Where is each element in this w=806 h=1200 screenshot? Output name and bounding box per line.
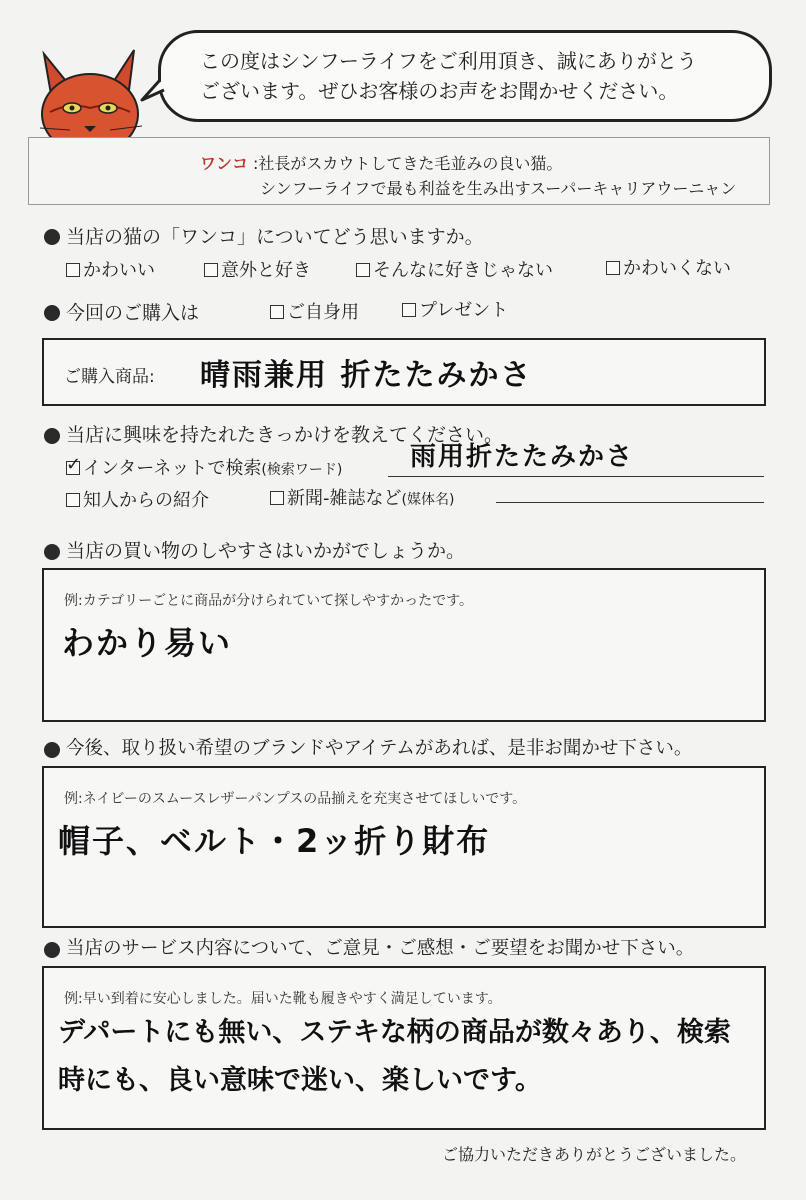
product-answer-handwritten[interactable]: 晴雨兼用 折たたみかさ xyxy=(200,358,533,393)
q5-question: 今後、取り扱い希望のブランドやアイテムがあれば、是非お聞かせ下さい。 xyxy=(66,738,693,759)
checkbox[interactable] xyxy=(66,454,82,475)
q1-option-4[interactable]: かわいくない xyxy=(606,254,731,280)
q4-example: 例:カテゴリーごとに商品が分けられていて探しやすかったです。 xyxy=(64,593,474,609)
search-word-answer-handwritten[interactable]: 雨用折たたみかさ xyxy=(410,442,635,472)
greeting-line-1: この度はシンフーライフをご利用頂き、誠にありがとう xyxy=(200,49,697,73)
q6-example: 例:早い到着に安心しました。届いた靴も履きやすく満足しています。 xyxy=(64,991,502,1007)
product-label: ご購入商品: xyxy=(64,367,155,387)
q5-answer-handwritten[interactable]: 帽子、ベルト・2ッ折り財布 xyxy=(58,822,491,860)
mascot-name: ワンコ xyxy=(200,154,249,173)
q6-answer-line-1-handwritten[interactable]: デパートにも無い、ステキな柄の商品が数々あり、検索 xyxy=(58,1017,731,1048)
checkbox[interactable] xyxy=(270,491,284,505)
q2-option-gift[interactable]: プレゼント xyxy=(402,296,508,322)
checkbox[interactable] xyxy=(270,305,284,319)
q3-option-internet[interactable]: ✓ インターネットで検索(検索ワード) xyxy=(66,454,343,479)
greeting-text xyxy=(200,46,760,106)
q1-option-3[interactable]: そんなに好きじゃない xyxy=(356,256,553,282)
q2-bullet xyxy=(44,305,60,321)
footer-thanks: ご協力いただきありがとうございました。 xyxy=(442,1145,747,1164)
q4-answer-handwritten[interactable]: わかり易い xyxy=(62,624,233,662)
q5-bullet xyxy=(44,742,60,758)
q6-question: 当店のサービス内容について、ご意見・ご感想・ご要望をお聞かせ下さい。 xyxy=(66,938,695,959)
q3-question: 当店に興味を持たれたきっかけを教えてください。 xyxy=(66,424,504,446)
q4-bullet xyxy=(44,544,60,560)
check-mark-icon: ✓ xyxy=(66,454,82,475)
q1-option-2[interactable]: 意外と好き xyxy=(204,256,311,282)
q5-example: 例:ネイビーのスムースレザーパンプスの品揃えを充実させてほしいです。 xyxy=(64,791,527,807)
q1-option-1[interactable]: かわいい xyxy=(66,256,155,282)
checkbox[interactable] xyxy=(402,303,416,317)
checkbox[interactable] xyxy=(356,263,370,277)
mascot-desc-line-2: シンフーライフで最も利益を生み出すスーパーキャリアウーニャン xyxy=(260,179,737,198)
q6-bullet xyxy=(44,942,60,958)
q1-bullet xyxy=(44,229,60,245)
q3-bullet xyxy=(44,428,60,444)
q3-option-media[interactable]: 新聞-雑誌など(媒体名) xyxy=(270,484,454,510)
q6-answer-line-2-handwritten[interactable]: 時にも、良い意味で迷い、楽しいです。 xyxy=(58,1065,542,1096)
checkbox[interactable] xyxy=(66,263,80,277)
search-word-line xyxy=(388,476,764,477)
checkbox[interactable] xyxy=(606,261,620,275)
speech-bubble-tail xyxy=(140,78,170,106)
greeting-line-2: ございます。ぜひお客様のお声をお聞かせください。 xyxy=(200,79,679,103)
q3-option-referral[interactable]: 知人からの紹介 xyxy=(66,486,209,512)
q2-question: 今回のご購入は xyxy=(66,302,200,324)
media-name-line xyxy=(496,502,764,503)
q2-option-self[interactable]: ご自身用 xyxy=(270,298,359,324)
q1-question: 当店の猫の「ワンコ」についてどう思いますか。 xyxy=(66,226,484,248)
mascot-desc-line-1: :社長がスカウトしてきた毛並みの良い猫。 xyxy=(253,154,563,173)
q4-question: 当店の買い物のしやすさはいかがでしょうか。 xyxy=(66,540,466,562)
checkbox[interactable] xyxy=(66,493,80,507)
checkbox[interactable] xyxy=(204,263,218,277)
